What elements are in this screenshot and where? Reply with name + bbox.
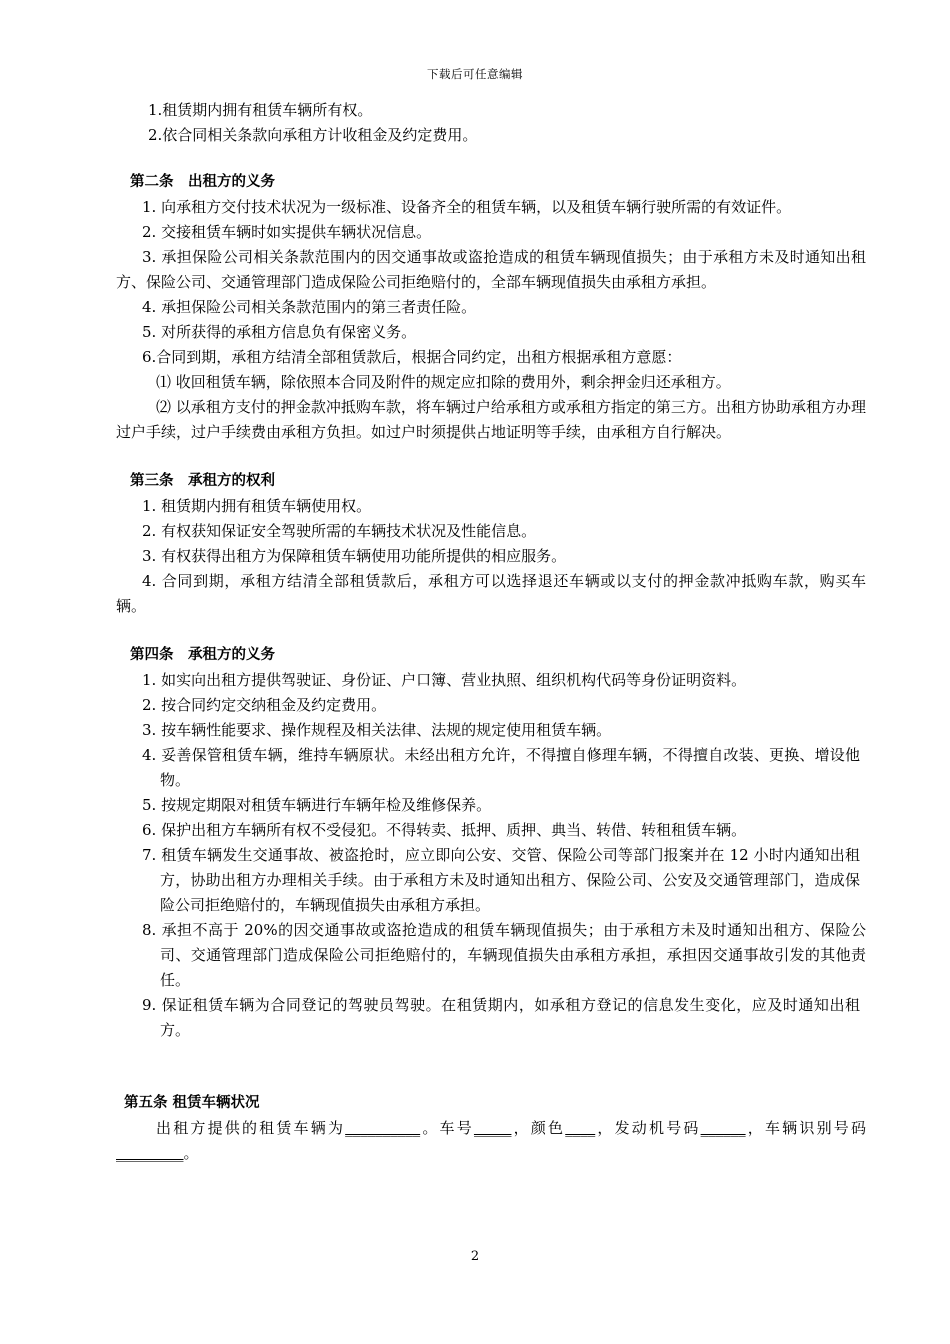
article-4-item: 5. 按规定期限对租赁车辆进行车辆年检及维修保养。 [142,796,492,814]
article-3-item: 2. 有权获知保证安全驾驶所需的车辆技术状况及性能信息。 [142,522,537,540]
vin-blank: _________ [116,1144,184,1162]
plate-number-blank: _____ [473,1119,512,1137]
article-2-item: 6.合同到期，承租方结清全部租赁款后，根据合同约定，出租方根据承租方意愿： [142,348,682,366]
article-5-text-4: ，发动机号码 [595,1119,701,1137]
article-4-item: 1. 如实向出租方提供驾驶证、身份证、户口簿、营业执照、组织机构代码等身份证明资料。 [142,671,747,689]
article-2-item: 4. 承担保险公司相关条款范围内的第三者责任险。 [142,298,477,316]
article-3-title: 第三条 承租方的权利 [130,473,275,489]
article-5-text-3: ，颜色 [511,1119,566,1137]
vehicle-model-blank: __________ [345,1119,421,1137]
article-5-text-6: 。 [183,1144,199,1162]
header-note: 下载后可任意编辑 [427,67,523,81]
article-4-item: 7. 租赁车辆发生交通事故、被盗抢时，应立即向公安、交管、保险公司等部门报案并在 12 小时内通知出租方，协助出租方办理相关手续。由于承租方未及时通知出租方、保险公司、公安及交通管理部门，造成保险公司拒绝赔付的，车辆现值损失由承租方承担。 [142,846,860,914]
article-4-item: 6. 保护出租方车辆所有权不受侵犯。不得转卖、抵押、质押、典当、转借、转租租赁车辆。 [142,821,747,839]
article-5-text [116,1116,866,1166]
article-4-item: 4. 妥善保管租赁车辆，维持车辆原状。未经出租方允许，不得擅自修理车辆，不得擅自改装、更换、增设他物。 [142,746,860,789]
article-5-text-1: 出租方提供的租赁车辆为 [156,1119,346,1137]
article-5-text-5: ，车辆识别号码 [745,1119,866,1137]
article-5-title: 第五条 租赁车辆状况 [124,1095,260,1111]
article-3-item: 3. 有权获得出租方为保障租赁车辆使用功能所提供的相应服务。 [142,547,567,565]
article-2-item: 1. 向承租方交付技术状况为一级标准、设备齐全的租赁车辆，以及租赁车辆行驶所需的有效证件。 [142,198,792,216]
page-number: 2 [470,1249,480,1264]
article-2-item: 2. 交接租赁车辆时如实提供车辆状况信息。 [142,223,432,241]
article-4-item: 3. 按车辆性能要求、操作规程及相关法律、法规的规定使用租赁车辆。 [142,721,612,739]
document-body [116,98,866,1166]
article-4-item: 9. 保证租赁车辆为合同登记的驾驶员驾驶。在租赁期内，如承租方登记的信息发生变化，应及时通知出租方。 [142,996,860,1039]
intro-item: 1.租赁期内拥有租赁车辆所有权。 [148,101,373,119]
article-3-item: 4. 合同到期，承租方结清全部租赁款后，承租方可以选择退还车辆或以支付的押金款冲抵购车款，购买车辆。 [116,572,866,615]
article-3-item: 1. 租赁期内拥有租赁车辆使用权。 [142,497,372,515]
article-4-item: 8. 承担不高于 20%的因交通事故或盗抢造成的租赁车辆现值损失；由于承租方未及时通知出租方、保险公司、交通管理部门造成保险公司拒绝赔付的，车辆现值损失由承租方承担，承担因交通事故引发的其他责任。 [142,921,866,989]
article-2-item: 3. 承担保险公司相关条款范围内的因交通事故或盗抢造成的租赁车辆现值损失；由于承租方未及时通知出租方、保险公司、交通管理部门造成保险公司拒绝赔付的，全部车辆现值损失由承租方承担。 [116,248,866,291]
article-2-subitem: ⑵ 以承租方支付的押金款冲抵购车款，将车辆过户给承租方或承租方指定的第三方。出租方协助承租方办理过户手续，过户手续费由承租方负担。如过户时须提供占地证明等手续，由承租方自行解决。 [116,398,866,441]
article-2-subitem: ⑴ 收回租赁车辆，除依照本合同及附件的规定应扣除的费用外，剩余押金归还承租方。 [156,373,731,391]
engine-number-blank: ______ [700,1119,746,1137]
article-4-title: 第四条 承租方的义务 [130,647,275,663]
intro-item: 2.依合同相关条款向承租方计收租金及约定费用。 [148,126,478,144]
color-blank: ____ [565,1119,596,1137]
article-4-item: 2. 按合同约定交纳租金及约定费用。 [142,696,387,714]
article-5-text-2: 。车号 [420,1119,474,1137]
article-2-item: 5. 对所获得的承租方信息负有保密义务。 [142,323,417,341]
article-2-title: 第二条 出租方的义务 [130,174,275,190]
